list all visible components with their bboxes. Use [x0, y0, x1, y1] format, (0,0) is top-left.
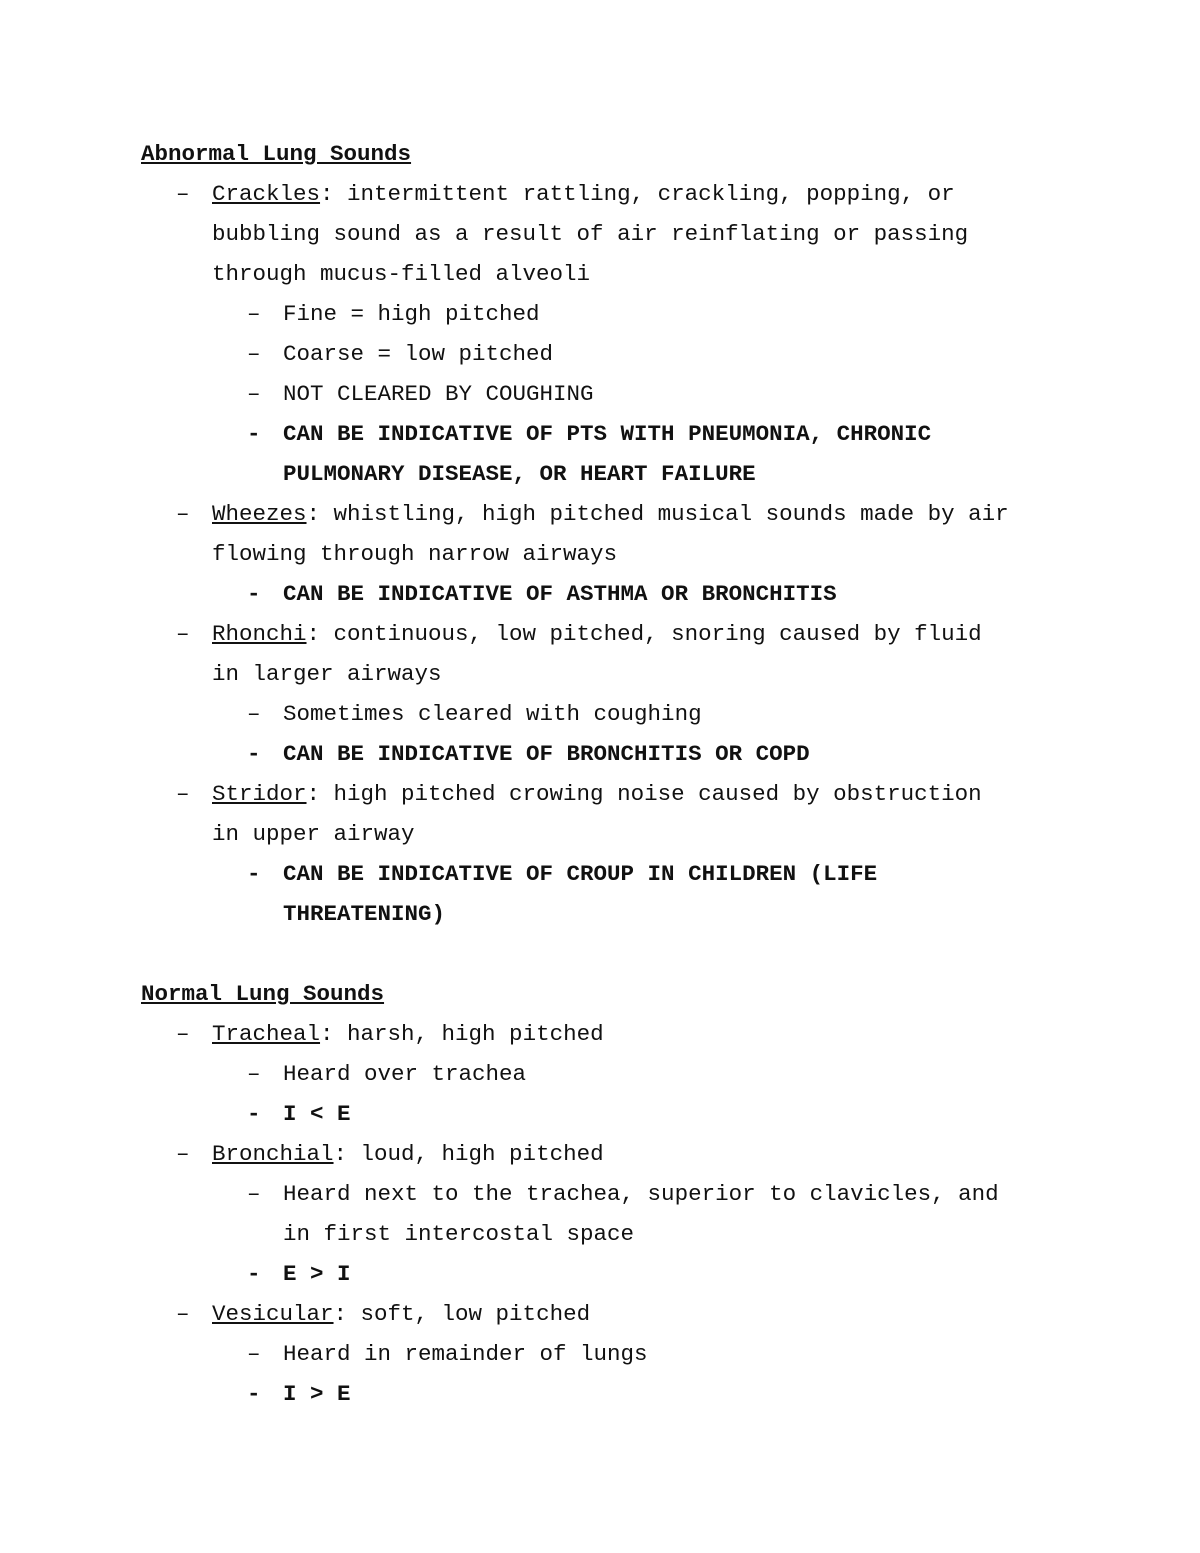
bold-bullet-dash: - [247, 1261, 261, 1287]
wheezes-term: Wheezes [212, 501, 307, 527]
tracheal-bold-1: I < E [283, 1101, 351, 1127]
bronchial-sub-2: in first intercostal space [283, 1221, 635, 1247]
bold-bullet-dash: - [247, 1101, 261, 1127]
bullet-dash: – [247, 1181, 261, 1207]
vesicular-sub-1: Heard in remainder of lungs [283, 1341, 648, 1367]
tracheal-line-1 [212, 1014, 604, 1054]
normal-heading: Normal Lung Sounds [141, 981, 385, 1007]
abnormal-heading: Abnormal Lung Sounds [141, 141, 412, 167]
stridor-desc-2: in upper airway [212, 821, 415, 847]
vesicular-term: Vesicular [212, 1301, 334, 1327]
tracheal-desc-1: : harsh, high pitched [320, 1021, 604, 1047]
bullet-dash: – [176, 1021, 190, 1047]
stridor-term: Stridor [212, 781, 307, 807]
bullet-dash: – [247, 1061, 261, 1087]
bronchial-term: Bronchial [212, 1141, 334, 1167]
bullet-dash: – [176, 621, 190, 647]
stridor-bold-2: THREATENING) [283, 901, 446, 927]
bullet-dash: – [247, 1341, 261, 1367]
rhonchi-sub-1: Sometimes cleared with coughing [283, 701, 702, 727]
bold-bullet-dash: - [247, 741, 261, 767]
wheezes-desc-1: : whistling, high pitched musical sounds made by air [306, 501, 1009, 527]
vesicular-line-1 [212, 1294, 590, 1334]
bullet-dash: – [176, 181, 190, 207]
stridor-line-1 [212, 774, 982, 814]
wheezes-bold-1: CAN BE INDICATIVE OF ASTHMA OR BRONCHITIS [283, 581, 837, 607]
bullet-dash: – [247, 701, 261, 727]
crackles-bold-1: CAN BE INDICATIVE OF PTS WITH PNEUMONIA, CHRONIC [283, 421, 932, 447]
bold-bullet-dash: - [247, 861, 261, 887]
stridor-desc-1: : high pitched crowing noise caused by obstruction [306, 781, 982, 807]
rhonchi-bold-1: CAN BE INDICATIVE OF BRONCHITIS OR COPD [283, 741, 810, 767]
bold-bullet-dash: - [247, 421, 261, 447]
rhonchi-desc-2: in larger airways [212, 661, 442, 687]
tracheal-term: Tracheal [212, 1021, 321, 1047]
bronchial-sub-1: Heard next to the trachea, superior to clavicles, and [283, 1181, 999, 1207]
vesicular-bold-1: I > E [283, 1381, 351, 1407]
bronchial-bold-1: E > I [283, 1261, 351, 1287]
crackles-bold-2: PULMONARY DISEASE, OR HEART FAILURE [283, 461, 756, 487]
wheezes-line-1 [212, 494, 1009, 534]
bullet-dash: – [247, 381, 261, 407]
bullet-dash: – [247, 341, 261, 367]
bronchial-desc-1: : loud, high pitched [333, 1141, 604, 1167]
bullet-dash: – [247, 301, 261, 327]
crackles-line-1 [212, 174, 955, 214]
bold-bullet-dash: - [247, 1381, 261, 1407]
crackles-desc-1: : intermittent rattling, crackling, popping, or [320, 181, 955, 207]
crackles-desc-2: bubbling sound as a result of air reinflating or passing [212, 221, 969, 247]
crackles-sub-1: Fine = high pitched [283, 301, 540, 327]
bullet-dash: – [176, 501, 190, 527]
bullet-dash: – [176, 1301, 190, 1327]
bronchial-line-1 [212, 1134, 604, 1174]
bullet-dash: – [176, 781, 190, 807]
bullet-dash: – [176, 1141, 190, 1167]
bold-bullet-dash: - [247, 581, 261, 607]
crackles-sub-2: Coarse = low pitched [283, 341, 554, 367]
tracheal-sub-1: Heard over trachea [283, 1061, 527, 1087]
rhonchi-term: Rhonchi [212, 621, 307, 647]
wheezes-desc-2: flowing through narrow airways [212, 541, 618, 567]
stridor-bold-1: CAN BE INDICATIVE OF CROUP IN CHILDREN (LIFE [283, 861, 878, 887]
vesicular-desc-1: : soft, low pitched [333, 1301, 591, 1327]
rhonchi-desc-1: : continuous, low pitched, snoring caused by fluid [306, 621, 982, 647]
crackles-desc-3: through mucus-filled alveoli [212, 261, 591, 287]
crackles-sub-3: NOT CLEARED BY COUGHING [283, 381, 594, 407]
crackles-term: Crackles [212, 181, 321, 207]
rhonchi-line-1 [212, 614, 982, 654]
